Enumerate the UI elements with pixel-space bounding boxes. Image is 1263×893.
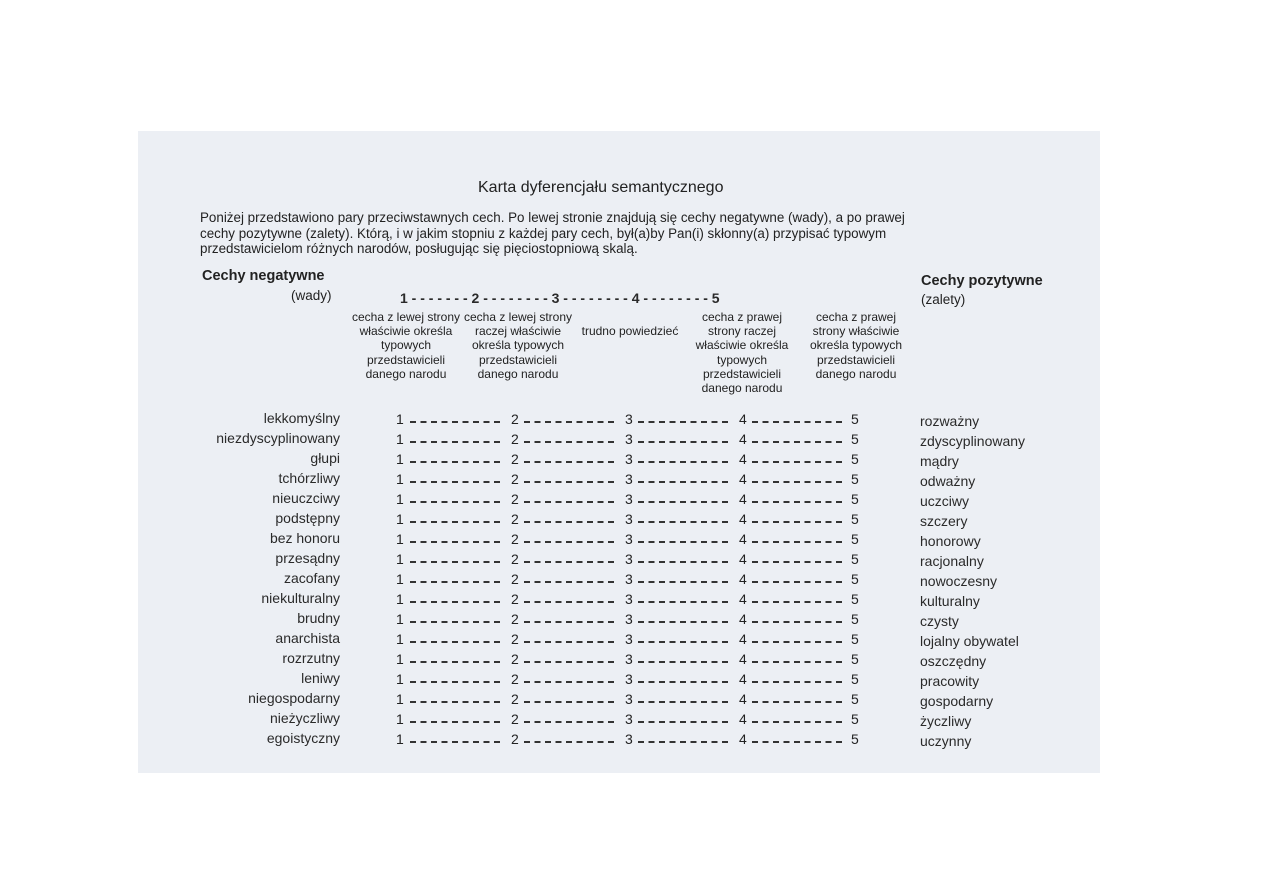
scale-point-5[interactable]: 5 [851, 711, 859, 727]
scale-point-2[interactable]: 2 [511, 511, 519, 527]
scale-point-1[interactable]: 1 [396, 671, 404, 687]
scale-dash-line [752, 501, 842, 503]
negative-trait: tchórzliwy [278, 470, 340, 486]
scale-point-5[interactable]: 5 [851, 691, 859, 707]
scale-point-4[interactable]: 4 [739, 571, 747, 587]
scale-point-2[interactable]: 2 [511, 671, 519, 687]
trait-pair-row [0, 630, 1263, 650]
trait-pair-row [0, 610, 1263, 630]
scale-point-1[interactable]: 1 [396, 411, 404, 427]
scale-point-2[interactable]: 2 [511, 451, 519, 467]
scale-dash-line [752, 661, 842, 663]
scale-header: 1 - - - - - - - 2 - - - - - - - - 3 - - - - - - - - 4 - - - - - - - - 5 [400, 290, 720, 306]
negative-trait: egoistyczny [266, 730, 340, 746]
scale-point-3[interactable]: 3 [625, 571, 633, 587]
scale-point-4[interactable]: 4 [739, 631, 747, 647]
scale-dash-line [410, 561, 500, 563]
scale-dash-line [638, 581, 728, 583]
scale-dash-line [524, 621, 614, 623]
negative-trait: nieuczciwy [272, 490, 340, 506]
scale-dash-line [410, 621, 500, 623]
negative-trait: anarchista [275, 630, 340, 646]
trait-pair-row [0, 670, 1263, 690]
scale-point-4[interactable]: 4 [739, 671, 747, 687]
scale-dash-line [524, 421, 614, 423]
scale-point-4[interactable]: 4 [739, 531, 747, 547]
scale-point-5[interactable]: 5 [851, 411, 859, 427]
negative-trait: głupi [310, 450, 340, 466]
scale-dash-line [752, 601, 842, 603]
trait-pair-row [0, 470, 1263, 490]
scale-dash-line [638, 701, 728, 703]
scale-dash-line [638, 621, 728, 623]
scale-dash-line [638, 541, 728, 543]
negative-trait: niegospodarny [248, 690, 340, 706]
scale-dash-line [524, 701, 614, 703]
scale-point-4[interactable]: 4 [739, 431, 747, 447]
scale-dash-line [752, 621, 842, 623]
scale-point-1[interactable]: 1 [396, 531, 404, 547]
rating-scale[interactable] [396, 591, 866, 609]
positive-trait: kulturalny [920, 593, 980, 609]
scale-dash-line [524, 641, 614, 643]
instructions-line: cechy pozytywne (zalety). Którą, i w jakim stopniu z każdej pary cech, był(a)by Pan(i) skłonny(a) przypisać typowym [200, 225, 887, 241]
scale-point-1[interactable]: 1 [396, 711, 404, 727]
negative-trait: niezdyscyplinowany [216, 430, 340, 446]
scale-point-5[interactable]: 5 [851, 551, 859, 567]
scale-point-2[interactable]: 2 [511, 431, 519, 447]
rating-scale[interactable] [396, 671, 866, 689]
rating-scale[interactable] [396, 471, 866, 489]
trait-pair-row [0, 710, 1263, 730]
negative-trait: bez honoru [269, 530, 340, 546]
scale-point-3[interactable]: 3 [625, 471, 633, 487]
scale-dash-line [410, 741, 500, 743]
scale-dash-line [410, 521, 500, 523]
scale-point-2[interactable]: 2 [511, 531, 519, 547]
rating-scale[interactable] [396, 631, 866, 649]
scale-dash-line [638, 641, 728, 643]
scale-point-4[interactable]: 4 [739, 551, 747, 567]
negative-trait: brudny [297, 610, 340, 626]
scale-dash-line [410, 501, 500, 503]
instructions-line: Poniżej przedstawiono pary przeciwstawnych cech. Po lewej stronie znajdują się cechy negatywne (wady), a po prawej [200, 210, 905, 225]
scale-point-2[interactable]: 2 [511, 711, 519, 727]
scale-point-5[interactable]: 5 [851, 731, 859, 747]
rating-scale[interactable] [396, 531, 866, 549]
scale-dash-line [752, 741, 842, 743]
scale-point-3[interactable]: 3 [625, 411, 633, 427]
scale-point-3[interactable]: 3 [625, 711, 633, 727]
scale-point-2[interactable]: 2 [511, 731, 519, 747]
scale-point-4[interactable]: 4 [739, 451, 747, 467]
scale-point-4[interactable]: 4 [739, 611, 747, 627]
scale-point-5[interactable]: 5 [851, 471, 859, 487]
positive-trait: uczciwy [920, 493, 970, 509]
scale-dash-line [410, 661, 500, 663]
scale-point-5[interactable]: 5 [851, 491, 859, 507]
positive-traits-subheader: (zalety) [921, 292, 966, 307]
positive-trait: pracowity [920, 673, 980, 689]
positive-trait: nowoczesny [920, 573, 998, 589]
scale-dash-line [524, 541, 614, 543]
scale-point-2[interactable]: 2 [511, 591, 519, 607]
rating-scale[interactable] [396, 731, 866, 749]
scale-dash-line [638, 561, 728, 563]
trait-pair-row [0, 570, 1263, 590]
negative-trait: nieżyczliwy [269, 710, 340, 726]
scale-point-1[interactable]: 1 [396, 651, 404, 667]
scale-point-4[interactable]: 4 [739, 731, 747, 747]
scale-point-3[interactable]: 3 [625, 691, 633, 707]
scale-dash-line [638, 441, 728, 443]
scale-point-3[interactable]: 3 [625, 491, 633, 507]
scale-point-5[interactable]: 5 [851, 451, 859, 467]
scale-point-4[interactable]: 4 [739, 511, 747, 527]
trait-pair-row [0, 450, 1263, 470]
rating-scale[interactable] [396, 551, 866, 569]
positive-trait: racjonalny [920, 553, 984, 569]
scale-point-3[interactable]: 3 [625, 431, 633, 447]
scale-point-4[interactable]: 4 [739, 651, 747, 667]
scale-dash-line [410, 421, 500, 423]
scale-point-5[interactable]: 5 [851, 591, 859, 607]
instructions-paragraph [200, 210, 1080, 257]
negative-traits-header: Cechy negatywne [202, 268, 325, 284]
scale-point-1[interactable]: 1 [396, 571, 404, 587]
scale-point-1[interactable]: 1 [396, 431, 404, 447]
trait-pair-row [0, 730, 1263, 750]
scale-dash-line [410, 581, 500, 583]
scale-point-4[interactable]: 4 [739, 711, 747, 727]
scale-point-4[interactable]: 4 [739, 471, 747, 487]
rating-scale[interactable] [396, 711, 866, 729]
scale-point-2[interactable]: 2 [511, 551, 519, 567]
positive-trait: lojalny obywatel [920, 633, 1019, 649]
scale-dash-line [638, 741, 728, 743]
rating-scale[interactable] [396, 431, 866, 449]
scale-dash-line [638, 501, 728, 503]
scale-point-2[interactable]: 2 [511, 611, 519, 627]
scale-dash-line [752, 701, 842, 703]
negative-traits-subheader: (wady) [291, 288, 332, 303]
scale-point-1[interactable]: 1 [396, 551, 404, 567]
negative-trait: lekkomyślny [263, 410, 340, 426]
scale-dash-line [752, 421, 842, 423]
positive-trait: szczery [920, 513, 968, 529]
scale-point-5[interactable]: 5 [851, 511, 859, 527]
scale-point-4[interactable]: 4 [739, 411, 747, 427]
scale-point-4[interactable]: 4 [739, 491, 747, 507]
positive-trait: zdyscyplinowany [920, 433, 1026, 449]
scale-point-1[interactable]: 1 [396, 451, 404, 467]
instructions-line: przedstawicielom różnych narodów, posługując się pięciostopniową skalą. [200, 241, 638, 256]
scale-point-3[interactable]: 3 [625, 451, 633, 467]
positive-trait: mądry [920, 453, 959, 469]
rating-scale[interactable] [396, 571, 866, 589]
scale-point-3[interactable]: 3 [625, 631, 633, 647]
scale-dash-line [410, 721, 500, 723]
scale-point-1[interactable]: 1 [396, 491, 404, 507]
positive-trait: rozważny [920, 413, 980, 429]
scale-dash-line [638, 481, 728, 483]
scale-point-2[interactable]: 2 [511, 631, 519, 647]
scale-dash-line [410, 541, 500, 543]
scale-point-5[interactable]: 5 [851, 651, 859, 667]
scale-point-3[interactable]: 3 [625, 731, 633, 747]
scale-dash-line [410, 461, 500, 463]
scale-description-5: cecha z prawej strony właściwie określa typowych przedstawicieli danego narodu [809, 310, 903, 381]
scale-dash-line [524, 521, 614, 523]
scale-dash-line [524, 601, 614, 603]
scale-dash-line [524, 741, 614, 743]
negative-trait: zacofany [283, 570, 340, 586]
trait-pair-row [0, 490, 1263, 510]
scale-point-5[interactable]: 5 [851, 671, 859, 687]
trait-pair-row [0, 690, 1263, 710]
scale-dash-line [752, 521, 842, 523]
scale-dash-line [524, 561, 614, 563]
scale-point-3[interactable]: 3 [625, 611, 633, 627]
scale-point-1[interactable]: 1 [396, 731, 404, 747]
rating-scale[interactable] [396, 691, 866, 709]
scale-point-1[interactable]: 1 [396, 691, 404, 707]
scale-description-3: trudno powiedzieć [581, 324, 679, 338]
scale-point-2[interactable]: 2 [511, 411, 519, 427]
scale-point-3[interactable]: 3 [625, 511, 633, 527]
negative-trait: rozrzutny [282, 650, 340, 666]
scale-point-5[interactable]: 5 [851, 571, 859, 587]
scale-point-2[interactable]: 2 [511, 651, 519, 667]
scale-point-2[interactable]: 2 [511, 491, 519, 507]
positive-trait: odważny [920, 473, 976, 489]
scale-dash-line [638, 521, 728, 523]
scale-description-1: cecha z lewej strony właściwie określa typowych przedstawicieli danego narodu [351, 310, 461, 381]
scale-dash-line [638, 681, 728, 683]
rating-scale[interactable] [396, 611, 866, 629]
scale-point-1[interactable]: 1 [396, 471, 404, 487]
scale-point-1[interactable]: 1 [396, 591, 404, 607]
scale-dash-line [638, 661, 728, 663]
scale-dash-line [524, 441, 614, 443]
positive-trait: życzliwy [920, 713, 972, 729]
positive-trait: czysty [920, 613, 959, 629]
scale-point-5[interactable]: 5 [851, 531, 859, 547]
trait-pair-row [0, 590, 1263, 610]
scale-dash-line [524, 681, 614, 683]
scale-dash-line [752, 541, 842, 543]
negative-trait: niekulturalny [261, 590, 340, 606]
scale-description-4: cecha z prawej strony raczej właściwie określa typowych przedstawicieli danego narodu [695, 310, 789, 396]
scale-description-2: cecha z lewej strony raczej właściwie określa typowych przedstawicieli danego narodu [463, 310, 573, 381]
scale-dash-line [752, 721, 842, 723]
scale-dash-line [638, 721, 728, 723]
trait-pair-row [0, 650, 1263, 670]
scale-dash-line [638, 461, 728, 463]
scale-point-4[interactable]: 4 [739, 591, 747, 607]
scale-dash-line [752, 561, 842, 563]
scale-dash-line [752, 581, 842, 583]
scale-dash-line [524, 721, 614, 723]
negative-trait: leniwy [301, 670, 340, 686]
positive-trait: gospodarny [920, 693, 994, 709]
scale-dash-line [752, 681, 842, 683]
scale-point-5[interactable]: 5 [851, 611, 859, 627]
scale-dash-line [524, 501, 614, 503]
rating-scale[interactable] [396, 651, 866, 669]
scale-dash-line [638, 421, 728, 423]
scale-dash-line [524, 481, 614, 483]
scale-point-2[interactable]: 2 [511, 691, 519, 707]
scale-dash-line [638, 601, 728, 603]
scale-dash-line [410, 701, 500, 703]
scale-dash-line [524, 461, 614, 463]
trait-pair-row [0, 410, 1263, 430]
scale-dash-line [752, 481, 842, 483]
scale-dash-line [524, 661, 614, 663]
rating-scale[interactable] [396, 411, 866, 429]
rating-scale[interactable] [396, 491, 866, 509]
scale-point-5[interactable]: 5 [851, 631, 859, 647]
scale-dash-line [410, 441, 500, 443]
scale-point-1[interactable]: 1 [396, 631, 404, 647]
scale-dash-line [410, 681, 500, 683]
positive-traits-header: Cechy pozytywne [921, 273, 1043, 289]
scale-dash-line [752, 441, 842, 443]
scale-dash-line [752, 461, 842, 463]
scale-point-1[interactable]: 1 [396, 511, 404, 527]
negative-trait: przesądny [275, 550, 340, 566]
trait-pair-row [0, 510, 1263, 530]
scale-dash-line [410, 481, 500, 483]
positive-trait: uczynny [920, 733, 972, 749]
rating-scale[interactable] [396, 511, 866, 529]
scale-point-5[interactable]: 5 [851, 431, 859, 447]
positive-trait: oszczędny [920, 653, 987, 669]
positive-trait: honorowy [920, 533, 981, 549]
negative-trait: podstępny [275, 510, 340, 526]
scale-dash-line [410, 601, 500, 603]
scale-point-3[interactable]: 3 [625, 551, 633, 567]
scale-point-1[interactable]: 1 [396, 611, 404, 627]
scale-point-3[interactable]: 3 [625, 531, 633, 547]
scale-point-2[interactable]: 2 [511, 571, 519, 587]
scale-dash-line [410, 641, 500, 643]
scale-point-2[interactable]: 2 [511, 471, 519, 487]
document-title: Karta dyferencjału semantycznego [478, 179, 724, 196]
scale-dash-line [524, 581, 614, 583]
scale-point-3[interactable]: 3 [625, 671, 633, 687]
trait-pair-row [0, 530, 1263, 550]
scale-point-3[interactable]: 3 [625, 651, 633, 667]
scale-point-4[interactable]: 4 [739, 691, 747, 707]
trait-pair-row [0, 430, 1263, 450]
rating-scale[interactable] [396, 451, 866, 469]
trait-pair-row [0, 550, 1263, 570]
scale-dash-line [752, 641, 842, 643]
scale-point-3[interactable]: 3 [625, 591, 633, 607]
